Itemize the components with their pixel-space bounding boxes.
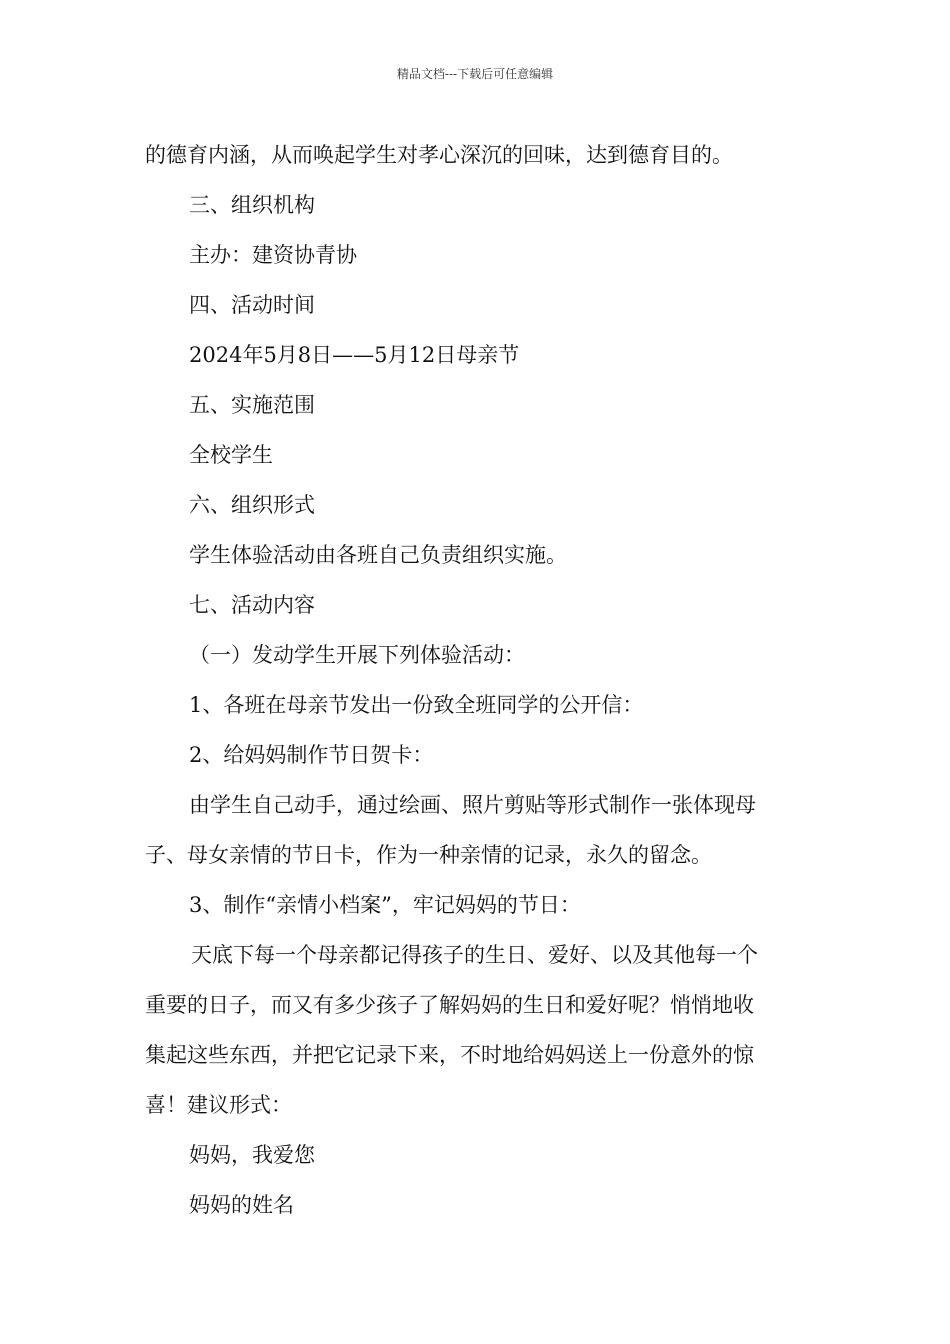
paragraph-line: 子、母女亲情的节日卡，作为一种亲情的记录，永久的留念。	[145, 843, 712, 867]
section-heading-scope: 五、实施范围	[189, 393, 315, 417]
subsection-heading: （一）发动学生开展下列体验活动：	[189, 643, 525, 667]
list-item: 1、各班在母亲节发出一份致全班同学的公开信：	[189, 693, 644, 717]
paragraph-line: 全校学生	[189, 443, 273, 467]
paragraph-line: 2024年5月8日——5月12日母亲节	[189, 343, 520, 367]
section-heading-time: 四、活动时间	[189, 293, 315, 317]
paragraph-line: 天底下每一个母亲都记得孩子的生日、爱好、以及其他每一个	[191, 943, 758, 967]
paragraph-line: 学生体验活动由各班自己负责组织实施。	[189, 543, 567, 567]
document-body	[145, 130, 815, 1230]
list-item: 2、给妈妈制作节日贺卡：	[189, 743, 434, 767]
paragraph-line: 妈妈，我爱您	[189, 1143, 315, 1167]
paragraph-line: 重要的日子，而又有多少孩子了解妈妈的生日和爱好呢？悄悄地收	[145, 993, 754, 1017]
page-header: 精品文档---下载后可任意编辑	[396, 67, 554, 81]
paragraph-line: 主办：建资协青协	[189, 243, 357, 267]
section-heading-organization: 三、组织机构	[189, 193, 315, 217]
paragraph-line: 集起这些东西，并把它记录下来，不时地给妈妈送上一份意外的惊	[145, 1043, 754, 1067]
paragraph-line: 的德育内涵，从而唤起学生对孝心深沉的回味，达到德育目的。	[145, 143, 733, 167]
list-item: 3、制作“亲情小档案”，牢记妈妈的节日：	[189, 893, 581, 917]
section-heading-content: 七、活动内容	[189, 593, 315, 617]
section-heading-form: 六、组织形式	[189, 493, 315, 517]
paragraph-line: 由学生自己动手，通过绘画、照片剪贴等形式制作一张体现母	[189, 793, 756, 817]
paragraph-line: 喜！建议形式：	[145, 1093, 292, 1117]
paragraph-line: 妈妈的姓名	[189, 1193, 294, 1217]
